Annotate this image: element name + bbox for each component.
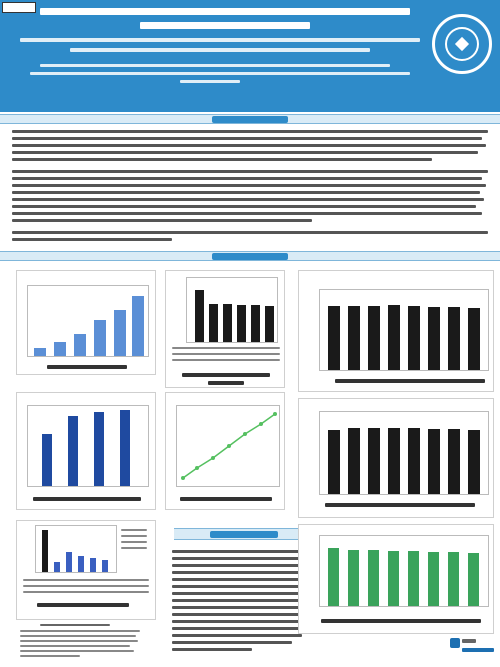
abstract-heading [212, 116, 288, 123]
fig5-legend [121, 529, 151, 559]
lab-logo-mark [450, 638, 460, 648]
figure-2-chart [186, 277, 278, 343]
figure-7-chart [319, 411, 489, 495]
figure-1-caption [47, 365, 127, 369]
fig4-point [227, 444, 231, 448]
fig8-bar [368, 550, 379, 606]
figure-3-panel [16, 392, 156, 510]
fig7-bar [428, 429, 440, 494]
affiliation-line-2 [30, 72, 410, 75]
lab-logo [450, 636, 494, 662]
title-line-2 [140, 22, 310, 29]
fig2-bar [209, 304, 218, 342]
fig4-point [195, 466, 199, 470]
figure-3-caption [33, 497, 141, 501]
email-line [180, 80, 240, 83]
fig7-bar [328, 430, 340, 494]
fig1-bar [94, 320, 106, 356]
fig5-bar [42, 530, 48, 572]
lab-logo-text-main [462, 648, 494, 652]
fig1-bar [74, 334, 86, 356]
fig5-bar [102, 560, 108, 572]
fig6-bar [448, 307, 460, 370]
fig2-bar [237, 305, 246, 342]
fig8-bar [428, 552, 439, 606]
figure-8-chart [319, 535, 489, 607]
fig6-bar [368, 306, 380, 370]
fig8-bar [328, 548, 339, 606]
fig7-bar [448, 429, 460, 494]
fig7-bar [348, 428, 360, 494]
fig4-point [181, 476, 185, 480]
fig6-bar [468, 308, 480, 370]
figure-7-caption [325, 503, 475, 507]
lab-logo-text-small [462, 639, 476, 643]
fig5-bar [54, 562, 60, 572]
fig2-bar [251, 305, 260, 342]
fig3-bar [120, 410, 130, 486]
fig6-bar [388, 305, 400, 370]
fig6-bar [348, 306, 360, 370]
fig1-bar [34, 348, 46, 356]
university-seal-logo [432, 14, 492, 74]
fig2-bar [223, 304, 232, 342]
author-line-2 [70, 48, 370, 52]
fig6-bar [408, 306, 420, 370]
fig5-bar [66, 552, 72, 572]
figure-5-panel [16, 520, 156, 620]
figure-3-chart [27, 405, 149, 487]
figure-2-caption-line-2 [208, 381, 244, 385]
figure-4-caption [180, 497, 272, 501]
results-heading [212, 253, 288, 260]
poster-header [0, 0, 500, 112]
figure-6-chart [319, 289, 489, 371]
figure-6-panel [298, 270, 494, 392]
conclusion-heading [210, 531, 278, 538]
figure-8-panel [298, 524, 494, 634]
fig1-bar [54, 342, 66, 356]
fig3-bar [42, 434, 52, 486]
figure-5-chart [35, 525, 117, 573]
fig6-bar [428, 307, 440, 370]
fig8-bar [388, 551, 399, 606]
figure-8-caption [321, 619, 481, 623]
fig8-bar [348, 550, 359, 606]
fig4-point [273, 412, 277, 416]
figure-1-chart [27, 285, 149, 357]
figure-5-caption [37, 603, 129, 607]
fig5-bar [90, 558, 96, 572]
fig1-bar [132, 296, 144, 356]
results-section-bar [0, 251, 500, 261]
fig8-bar [448, 552, 459, 606]
fig5-bar [78, 556, 84, 572]
seal-ring [445, 27, 479, 61]
figure-7-panel [298, 398, 494, 518]
fig8-bar [468, 553, 479, 606]
fig4-point [211, 456, 215, 460]
author-line-1 [20, 38, 420, 42]
figure-2-panel [165, 270, 285, 388]
fig1-bar [114, 310, 126, 356]
fig7-bar [388, 428, 400, 494]
fig7-bar [408, 428, 420, 494]
fig3-bar [68, 416, 78, 486]
fig2-bar [195, 290, 204, 342]
fig2-bar [265, 306, 274, 342]
seal-emblem [455, 37, 469, 51]
figure-6-caption [335, 379, 485, 383]
fig4-point [259, 422, 263, 426]
conclusion-section-bar [174, 528, 314, 540]
figure-4-chart [176, 405, 280, 487]
fig3-bar [94, 412, 104, 486]
affiliation-line-1 [40, 64, 390, 67]
title-line-1 [40, 8, 410, 15]
fig8-bar [408, 551, 419, 606]
fig7-bar [368, 428, 380, 494]
abstract-section-bar [0, 114, 500, 124]
figure-4-panel [165, 392, 285, 510]
poster-id-tag [2, 2, 36, 13]
figure-2-caption [182, 373, 270, 377]
fig7-bar [468, 430, 480, 494]
fig4-line-plot [177, 406, 281, 488]
fig4-point [243, 432, 247, 436]
figure-1-panel [16, 270, 156, 375]
fig6-bar [328, 306, 340, 370]
